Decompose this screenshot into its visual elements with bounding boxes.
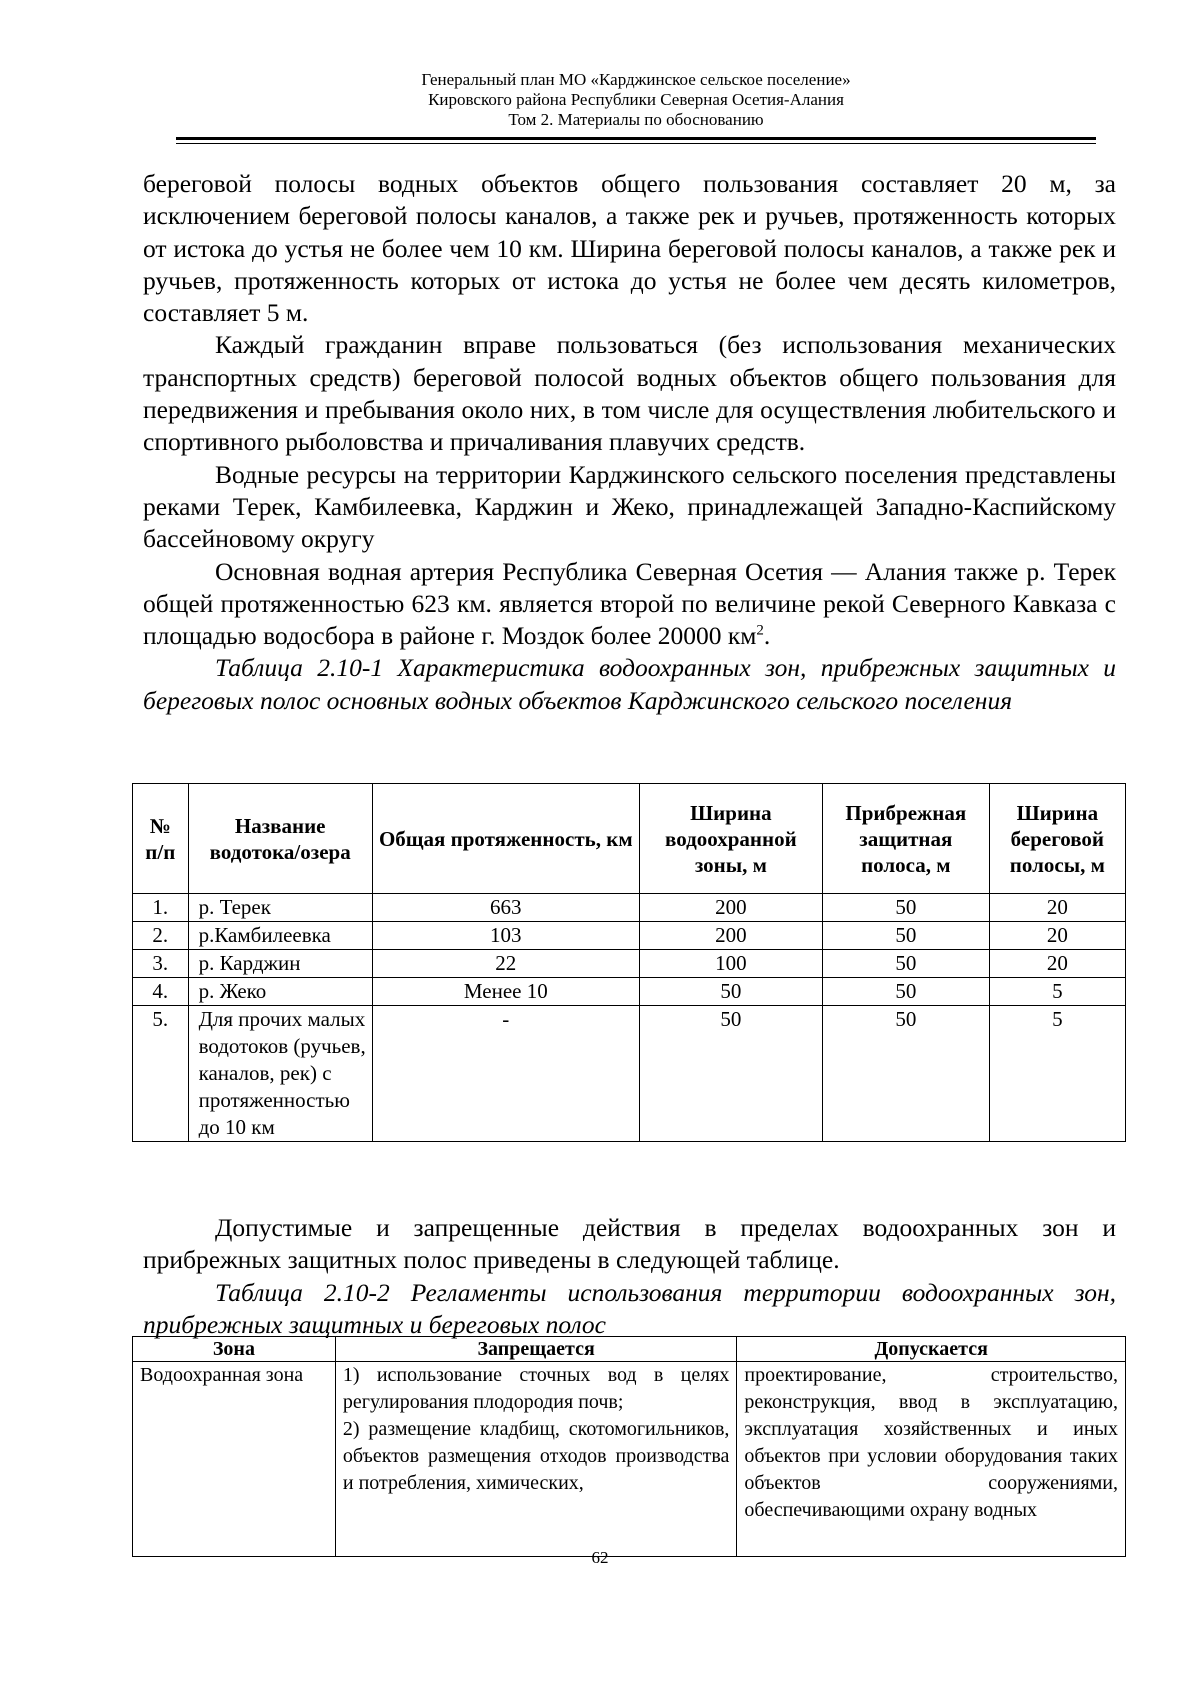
header-water-zone-width: Ширина водоохранной зоны, м (639, 784, 822, 894)
document-header (176, 70, 1096, 130)
cell-length: 663 (372, 894, 639, 922)
header-rule-thick (176, 137, 1096, 140)
header-allowed: Допускается (737, 1337, 1126, 1362)
cell-allowed: проектирование, строительство, реконструкция, ввод в эксплуатацию, эксплуатация хозяйственных и иных объектов при условии оборудования таких объектов сооружениями, обеспечивающими охрану водных (737, 1362, 1126, 1557)
paragraph-1: береговой полосы водных объектов общего пользования составляет 20 м, за исключением береговой полосы каналов, а также рек и ручьев, протяженность которых от истока до устья не более чем 10 км. Ширина береговой полосы каналов, а также рек и ручьев, протяженность которых от истока до устья не более чем десять километров, составляет 5 м. (143, 169, 1116, 328)
cell-number: 3. (133, 950, 189, 978)
cell-water-zone: 200 (639, 922, 822, 950)
cell-shore-strip: 20 (989, 950, 1125, 978)
water-objects-table (132, 783, 1126, 1142)
table-row (133, 978, 1126, 1006)
prohibited-item-1: 1) использование сточных вод в целях регулирования плодородия почв; (342, 1364, 730, 1413)
cell-name: р.Камбилеевка (188, 922, 372, 950)
cell-name: Для прочих малых водотоков (ручьев, каналов, рек) с протяженностью до 10 км (188, 1006, 372, 1142)
cell-number: 4. (133, 978, 189, 1006)
cell-zone: Водоохранная зона (133, 1362, 336, 1557)
header-name: Название водотока/озера (188, 784, 372, 894)
header-line-2: Кировского района Республики Северная Осетия-Алания (428, 90, 844, 109)
table-row (133, 1362, 1126, 1557)
paragraph-2: Каждый гражданин вправе пользоваться (без использования механических транспортных средств) береговой полосой водных объектов общего пользования для передвижения и пребывания около них, в том числе для осуществления любительского и спортивного рыболовства и причаливания плавучих средств. (143, 330, 1116, 457)
superscript: 2 (756, 622, 764, 639)
table-row (133, 894, 1126, 922)
header-length: Общая протяженность, км (372, 784, 639, 894)
document-body-continued (143, 1212, 1116, 1341)
header-shore-strip-width: Ширина береговой полосы, м (989, 784, 1125, 894)
cell-shore-strip: 20 (989, 894, 1125, 922)
cell-shore-strip: 5 (989, 1006, 1125, 1142)
cell-shore-strip: 20 (989, 922, 1125, 950)
document-body (143, 168, 1116, 717)
cell-protective-strip: 50 (822, 894, 989, 922)
paragraph-4-text: Основная водная артерия Республика Северная Осетия — Алания также р. Терек общей протяженностью 623 км. является второй по величине рекой Северного Кавказа с площадью водосбора в районе г. Моздок более 20000 км (143, 556, 1116, 651)
cell-number: 5. (133, 1006, 189, 1142)
table-2-caption: Таблица 2.10-2 Регламенты использования территории водоохранных зон, прибрежных защитных и береговых полос (143, 1277, 1116, 1339)
cell-protective-strip: 50 (822, 978, 989, 1006)
header-line-3: Том 2. Материалы по обоснованию (508, 110, 764, 129)
table-header-row (133, 784, 1126, 894)
header-protective-strip: Прибрежная защитная полоса, м (822, 784, 989, 894)
table-row (133, 1006, 1126, 1142)
table-row (133, 950, 1126, 978)
cell-number: 1. (133, 894, 189, 922)
table-row (133, 922, 1126, 950)
header-zone: Зона (133, 1337, 336, 1362)
header-rule-thin (176, 143, 1096, 144)
header-number: № п/п (133, 784, 189, 894)
paragraph-5: Допустимые и запрещенные действия в пределах водоохранных зон и прибрежных защитных полос приведены в следующей таблице. (143, 1213, 1116, 1275)
cell-name: р. Карджин (188, 950, 372, 978)
cell-name: р. Жеко (188, 978, 372, 1006)
cell-length: 103 (372, 922, 639, 950)
cell-water-zone: 50 (639, 1006, 822, 1142)
cell-protective-strip: 50 (822, 1006, 989, 1142)
cell-water-zone: 100 (639, 950, 822, 978)
page-number: 62 (591, 1548, 609, 1567)
cell-water-zone: 50 (639, 978, 822, 1006)
cell-protective-strip: 50 (822, 922, 989, 950)
header-line-1: Генеральный план МО «Карджинское сельское поселение» (421, 70, 851, 89)
cell-prohibited (335, 1362, 737, 1557)
cell-length: Менее 10 (372, 978, 639, 1006)
paragraph-4 (143, 556, 1116, 653)
paragraph-4-end: . (763, 621, 771, 651)
header-prohibited: Запрещается (335, 1337, 737, 1362)
cell-length: - (372, 1006, 639, 1142)
table-header-row (133, 1337, 1126, 1362)
cell-shore-strip: 5 (989, 978, 1125, 1006)
table-1-caption: Таблица 2.10-1 Характеристика водоохранных зон, прибрежных защитных и береговых полос основных водных объектов Карджинского сельского поселения (143, 653, 1116, 715)
cell-water-zone: 200 (639, 894, 822, 922)
zone-regulations-table (132, 1336, 1126, 1557)
paragraph-3: Водные ресурсы на территории Карджинского сельского поселения представлены реками Терек, Камбилеевка, Карджин и Жеко, принадлежащей Западно-Каспийскому бассейновому округу (143, 459, 1116, 554)
prohibited-item-2: 2) размещение кладбищ, скотомогильников, объектов размещения отходов производства и потребления, химических, (342, 1418, 730, 1494)
cell-length: 22 (372, 950, 639, 978)
cell-name: р. Терек (188, 894, 372, 922)
cell-number: 2. (133, 922, 189, 950)
cell-protective-strip: 50 (822, 950, 989, 978)
